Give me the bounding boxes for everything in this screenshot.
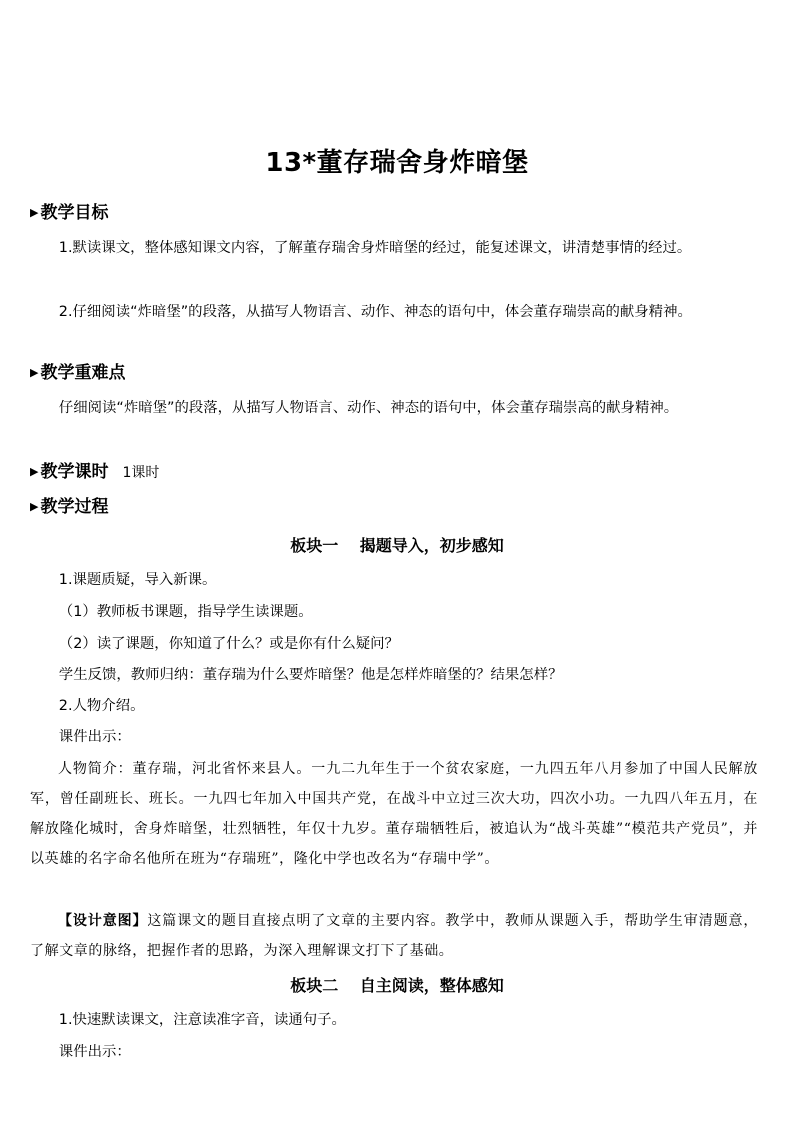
section-heading-hours [30,459,159,486]
design-intent [30,906,758,966]
block-1-line-3: （2）读了课题，你知道了什么？或是你有什么疑问？ [58,636,399,652]
block-1-line-6: 课件出示： [58,729,131,745]
block-1-line-5: 2.人物介绍。 [58,698,145,714]
page-title: 13*董存瑞舍身炸暗堡 [265,148,529,178]
section-heading-key-points [30,360,125,386]
hours-value: 1课时 [122,465,160,481]
triangle-marker-icon: ▶ [30,500,39,513]
block-2-line-2: 课件出示： [58,1044,131,1060]
block-2-heading: 板块二 自主阅读，整体感知 [290,976,504,995]
block-1-heading: 板块一 揭题导入，初步感知 [290,536,504,555]
design-intent-text: 这篇课文的题目直接点明了文章的主要内容。教学中，教师从课题入手，帮助学生审清题意，了解文章的脉络，把握作者的思路，为深入理解课文打下了基础。 [30,913,758,959]
block-1-line-4: 学生反馈，教师归纳：董存瑞为什么要炸暗堡？他是怎样炸暗堡的？结果怎样？ [58,667,563,683]
section-heading-process [30,494,108,520]
section-heading-label: 教学课时 [40,462,109,482]
section-heading-objectives [30,200,108,226]
section-heading-label: 教学过程 [40,497,109,517]
design-intent-label: 【设计意图】 [58,913,148,929]
key-points-text: 仔细阅读“炸暗堡”的段落，从描写人物语言、动作、神态的语句中，体会董存瑞崇高的献身精神。 [58,400,679,416]
section-heading-label: 教学重难点 [40,363,126,383]
person-bio: 人物简介：董存瑞，河北省怀来县人。一九二九年生于一个贫农家庭，一九四五年八月参加了中国人民解放军，曾任副班长、班长。一九四七年加入中国共产党，在战斗中立过三次大功，四次小功。一九四八年五月，在解放隆化城时，舍身炸暗堡，壮烈牺牲，年仅十九岁。董存瑞牺牲后，被追认为“战斗英雄”“模范共产党员”，并以英雄的名字命名他所在班为“存瑞班”，隆化中学也改名为“存瑞中学”。 [30,761,758,867]
section-heading-label: 教学目标 [40,203,109,223]
objective-item-1: 1.默读课文，整体感知课文内容，了解董存瑞舍身炸暗堡的经过，能复述课文，讲清楚事情的经过。 [58,240,692,256]
block-1-line-1: 1.课题质疑，导入新课。 [58,572,217,588]
triangle-marker-icon: ▶ [30,366,39,379]
block-1-line-2: （1）教师板书课题，指导学生读课题。 [58,604,313,620]
triangle-marker-icon: ▶ [30,206,39,219]
block-2-line-1: 1.快速默读课文，注意读准字音，读通句子。 [58,1012,346,1028]
objective-item-2: 2.仔细阅读“炸暗堡”的段落，从描写人物语言、动作、神态的语句中，体会董存瑞崇高的献身精神。 [58,304,692,320]
triangle-marker-icon: ▶ [30,465,39,478]
